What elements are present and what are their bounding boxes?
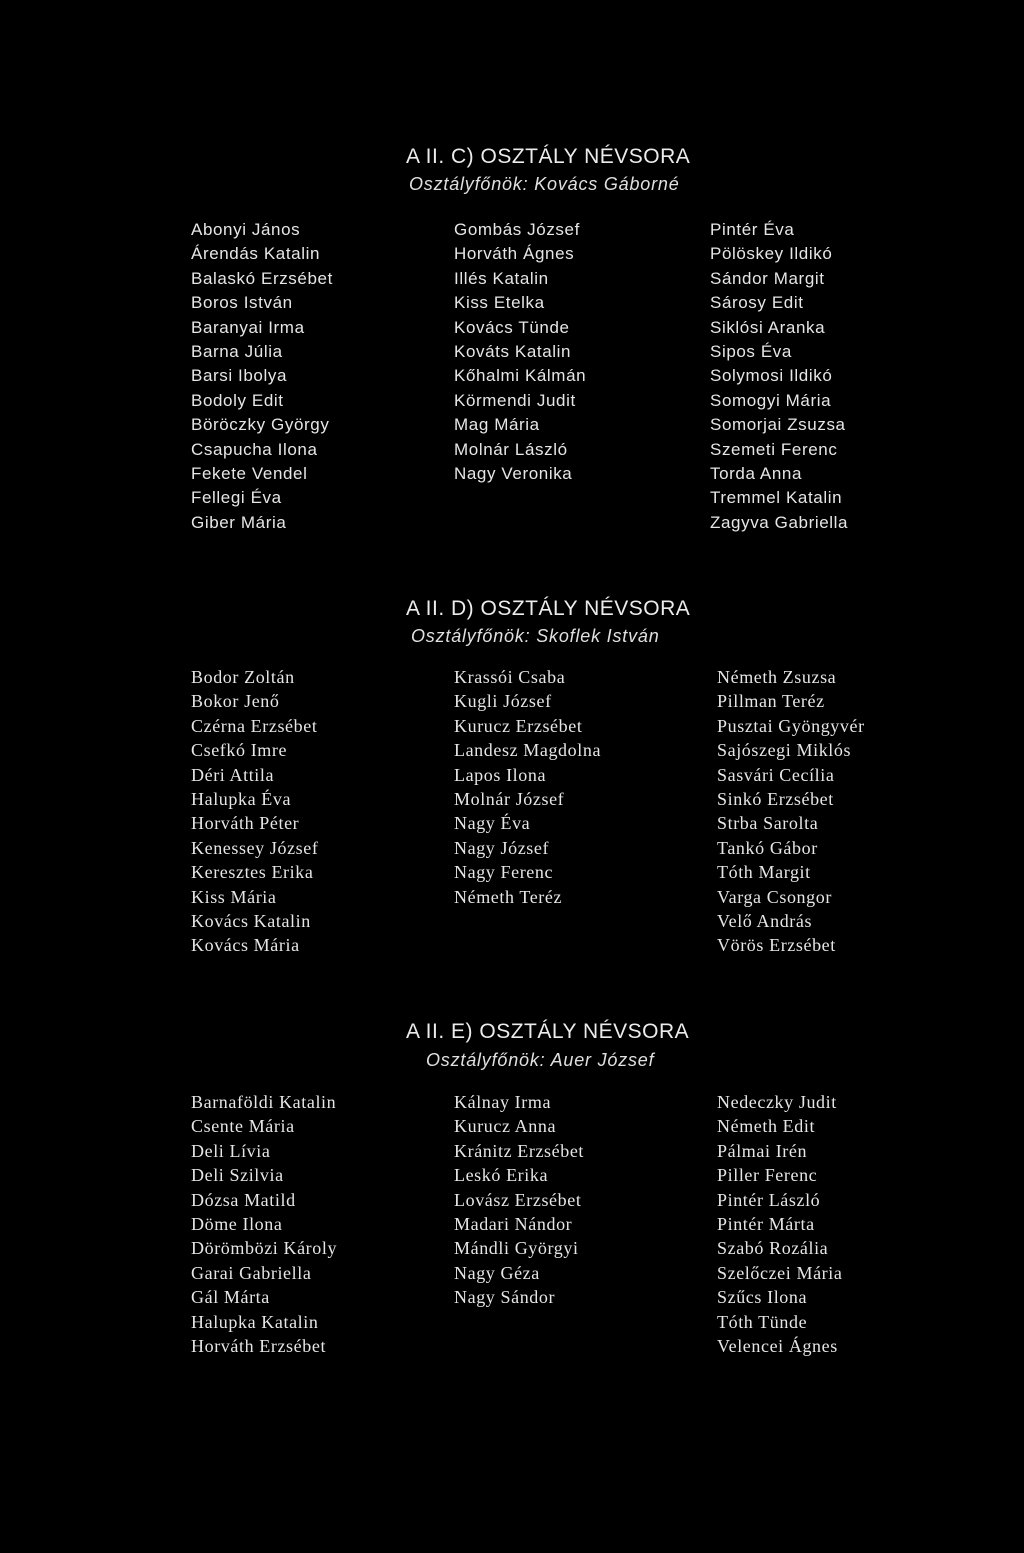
student-name: Bodor Zoltán xyxy=(191,667,295,687)
student-name: Sasvári Cecília xyxy=(717,764,835,785)
student-name: Strba Sarolta xyxy=(717,813,819,834)
student-name: Siklósi Aranka xyxy=(710,317,826,337)
student-name: Illés Katalin xyxy=(454,268,549,288)
student-name: Boros István xyxy=(191,293,293,313)
student-name: Déri Attila xyxy=(191,764,275,785)
name-column-1 xyxy=(191,665,318,958)
student-name: Árendás Katalin xyxy=(191,244,321,264)
student-name: Pintér Márta xyxy=(717,1213,815,1234)
student-name: Kőhalmi Kálmán xyxy=(454,366,587,386)
student-name: Kováts Katalin xyxy=(454,341,572,361)
student-name: Pintér Éva xyxy=(710,220,795,239)
student-name: Pusztai Gyöngyvér xyxy=(717,715,865,736)
student-name: Kovács Tünde xyxy=(454,317,570,337)
student-name: Tremmel Katalin xyxy=(710,488,843,508)
student-name: Kurucz Anna xyxy=(454,1116,557,1137)
student-name: Kovács Mária xyxy=(191,935,300,956)
student-name: Bokor Jenő xyxy=(191,691,280,712)
student-name: Kiss Mária xyxy=(191,886,277,907)
student-name: Mándli Györgyi xyxy=(454,1238,579,1259)
student-name: Szemeti Ferenc xyxy=(710,439,838,459)
student-name: Barsi Ibolya xyxy=(191,366,288,386)
student-name: Szelőczei Mária xyxy=(717,1262,843,1283)
student-name: Tóth Tünde xyxy=(717,1311,808,1332)
student-name: Kovács Katalin xyxy=(191,910,311,931)
student-name: Zagyva Gabriella xyxy=(710,512,849,532)
student-name: Mag Mária xyxy=(454,415,540,435)
student-name: Csente Mária xyxy=(191,1116,295,1137)
section-subtitle: Osztályfőnök: Skoflek István xyxy=(411,626,660,646)
student-name: Piller Ferenc xyxy=(717,1165,818,1186)
section-title: A II. D) OSZTÁLY NÉVSORA xyxy=(406,597,691,620)
student-name: Kugli József xyxy=(454,691,552,712)
student-name: Döme Ilona xyxy=(191,1213,283,1234)
name-column-2 xyxy=(454,665,601,909)
student-name: Sajószegi Miklós xyxy=(717,740,852,761)
name-column-3 xyxy=(717,1090,842,1358)
section-title: A II. E) OSZTÁLY NÉVSORA xyxy=(406,1020,690,1043)
student-name: Nagy József xyxy=(454,837,550,858)
student-name: Molnár László xyxy=(454,439,568,459)
student-name: Lovász Erzsébet xyxy=(454,1189,582,1210)
student-name: Leskó Erika xyxy=(454,1165,549,1186)
student-name: Szűcs Ilona xyxy=(717,1287,808,1308)
student-name: Tóth Margit xyxy=(717,862,811,883)
name-column-3 xyxy=(717,665,865,958)
student-name: Sándor Margit xyxy=(710,268,825,288)
student-name: Torda Anna xyxy=(710,463,803,483)
student-name: Horváth Ágnes xyxy=(454,244,575,264)
student-name: Pintér László xyxy=(717,1189,821,1210)
student-name: Dörömbözi Károly xyxy=(191,1238,338,1259)
student-name: Halupka Éva xyxy=(191,788,292,809)
student-name: Horváth Péter xyxy=(191,813,300,834)
name-column-2 xyxy=(454,1090,584,1310)
section-subtitle: Osztályfőnök: Auer József xyxy=(426,1050,655,1070)
student-name: Gombás József xyxy=(454,220,580,239)
student-name: Lapos Ilona xyxy=(454,764,547,785)
student-name: Landesz Magdolna xyxy=(454,740,602,761)
name-column-1 xyxy=(191,218,333,535)
student-name: Fellegi Éva xyxy=(191,488,282,508)
student-name: Pálmai Irén xyxy=(717,1140,808,1161)
student-name: Szabó Rozália xyxy=(717,1238,829,1259)
student-name: Csefkó Imre xyxy=(191,740,288,761)
student-name: Deli Lívia xyxy=(191,1140,271,1161)
student-name: Varga Csongor xyxy=(717,886,832,907)
student-name: Solymosi Ildikó xyxy=(710,366,833,386)
student-name: Csapucha Ilona xyxy=(191,439,318,459)
student-name: Németh Zsuzsa xyxy=(717,667,837,687)
student-name: Sipos Éva xyxy=(710,341,792,361)
student-name: Dózsa Matild xyxy=(191,1189,296,1210)
student-name: Németh Edit xyxy=(717,1116,816,1137)
student-name: Kálnay Irma xyxy=(454,1092,552,1112)
student-name: Böröczky György xyxy=(191,415,330,435)
student-name: Barnaföldi Katalin xyxy=(191,1092,337,1112)
student-name: Nagy Éva xyxy=(454,813,531,834)
student-name: Fekete Vendel xyxy=(191,463,308,483)
student-name: Nedeczky Judit xyxy=(717,1092,837,1112)
name-column-1 xyxy=(191,1090,337,1358)
student-name: Nagy Ferenc xyxy=(454,862,554,883)
student-name: Velencei Ágnes xyxy=(717,1335,838,1356)
student-name: Balaskó Erzsébet xyxy=(191,268,333,288)
name-column-3 xyxy=(710,218,848,535)
student-name: Baranyai Irma xyxy=(191,317,305,337)
student-name: Giber Mária xyxy=(191,512,287,532)
student-name: Körmendi Judit xyxy=(454,390,576,410)
student-name: Tankó Gábor xyxy=(717,837,818,858)
student-name: Czérna Erzsébet xyxy=(191,715,318,736)
student-name: Kránitz Erzsébet xyxy=(454,1140,585,1161)
student-name: Nagy Sándor xyxy=(454,1287,556,1308)
section-subtitle: Osztályfőnök: Kovács Gáborné xyxy=(409,174,680,194)
student-name: Sárosy Edit xyxy=(710,293,804,313)
student-name: Bodoly Edit xyxy=(191,390,284,410)
section-title: A II. C) OSZTÁLY NÉVSORA xyxy=(406,145,691,168)
student-name: Keresztes Erika xyxy=(191,862,314,883)
name-column-2 xyxy=(454,218,586,486)
student-name: Somorjai Zsuzsa xyxy=(710,415,846,435)
student-name: Kiss Etelka xyxy=(454,293,545,313)
student-name: Kurucz Erzsébet xyxy=(454,715,583,736)
student-name: Barna Júlia xyxy=(191,341,283,361)
student-name: Krassói Csaba xyxy=(454,667,566,687)
student-name: Pölöskey Ildikó xyxy=(710,244,833,264)
student-name: Molnár József xyxy=(454,788,565,809)
student-name: Kenessey József xyxy=(191,837,319,858)
student-name: Madari Nándor xyxy=(454,1213,573,1234)
student-name: Somogyi Mária xyxy=(710,390,832,410)
student-name: Gál Márta xyxy=(191,1287,270,1308)
student-name: Abonyi János xyxy=(191,220,301,239)
student-name: Németh Teréz xyxy=(454,886,563,907)
student-name: Nagy Veronika xyxy=(454,463,573,483)
student-name: Halupka Katalin xyxy=(191,1311,319,1332)
student-name: Horváth Erzsébet xyxy=(191,1335,327,1356)
student-name: Velő András xyxy=(717,910,813,931)
student-name: Sinkó Erzsébet xyxy=(717,788,834,809)
student-name: Garai Gabriella xyxy=(191,1262,312,1283)
student-name: Deli Szilvia xyxy=(191,1165,284,1186)
student-name: Pillman Teréz xyxy=(717,691,825,712)
student-name: Nagy Géza xyxy=(454,1262,540,1283)
student-name: Vörös Erzsébet xyxy=(717,935,836,956)
